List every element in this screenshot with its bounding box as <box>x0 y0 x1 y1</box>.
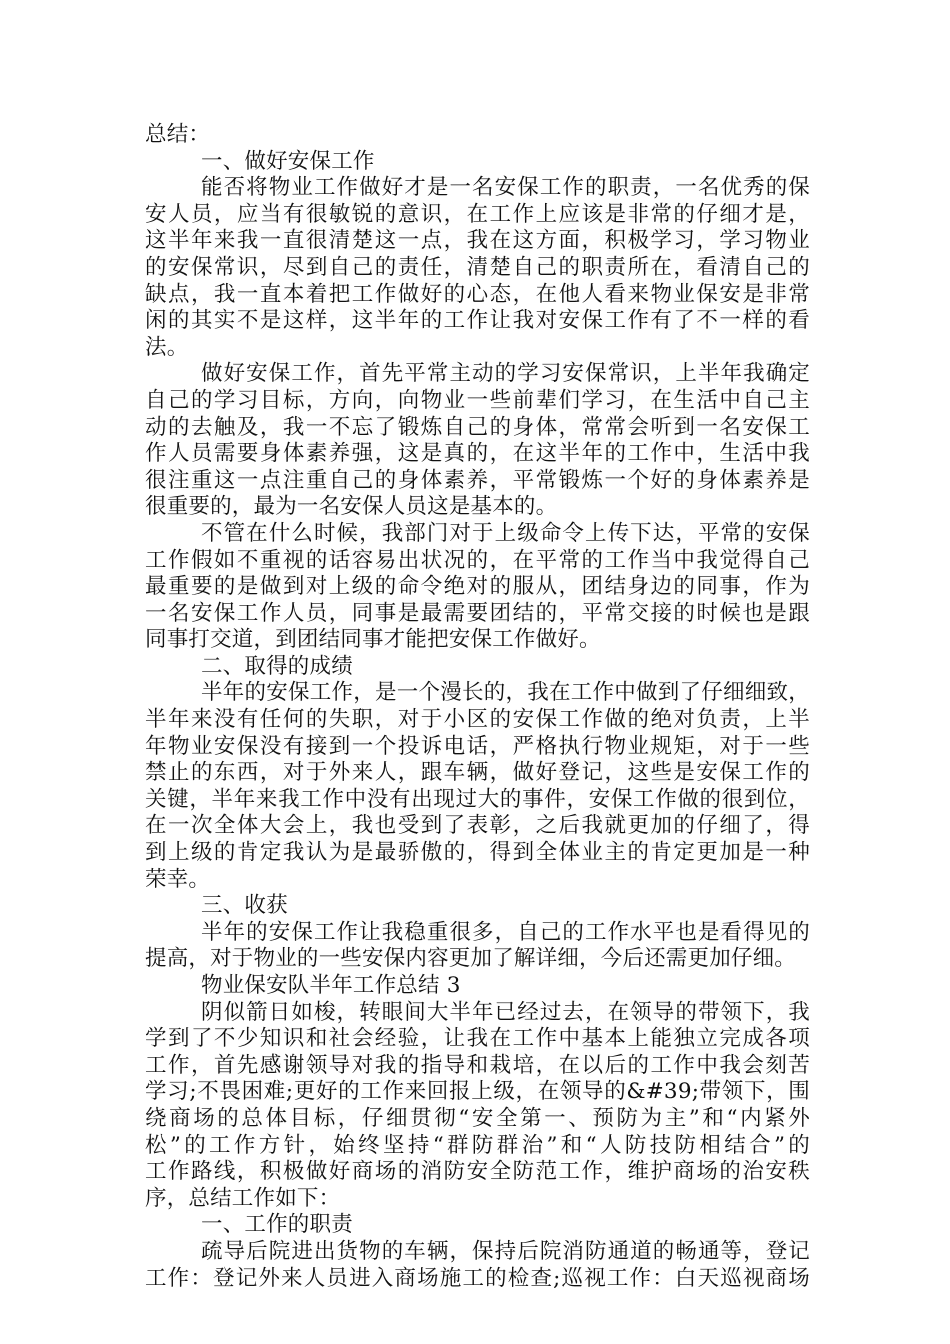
text-line: 禁止的东西，对于外来人，跟车辆，做好登记，这些是安保工作的 <box>145 760 810 786</box>
text-line: 自己的学习目标，方向，向物业一些前辈们学习，在生活中自己主 <box>145 387 810 413</box>
text-line: 荣幸。 <box>145 866 211 892</box>
text-line: 半年的安保工作，是一个漫长的，我在工作中做到了仔细细致， <box>201 680 810 706</box>
text-line: 工作，首先感谢领导对我的指导和栽培，在以后的工作中我会刻苦 <box>145 1052 810 1078</box>
text-line: 三、收获 <box>201 893 288 919</box>
text-line: 很注重这一点注重自己的身体素养，平常锻炼一个好的身体素养是 <box>145 467 810 493</box>
text-line: 缺点，我一直本着把工作做好的心态，在他人看来物业保安是非常 <box>145 281 810 307</box>
text-line: 半年来没有任何的失职，对于小区的安保工作做的绝对负责，上半 <box>145 707 810 733</box>
text-line: 提高，对于物业的一些安保内容更加了解详细，今后还需更加仔细。 <box>145 946 797 972</box>
text-line: 的安保常识，尽到自己的责任，清楚自己的职责所在，看清自己的 <box>145 254 810 280</box>
text-line: 到上级的肯定我认为是最骄傲的，得到全体业主的肯定更加是一种 <box>145 840 810 866</box>
text-line: 一、工作的职责 <box>201 1212 353 1238</box>
text-line: 最重要的是做到对上级的命令绝对的服从，团结身边的同事，作为 <box>145 574 810 600</box>
text-line: 工作路线，积极做好商场的消防安全防范工作，维护商场的治安秩 <box>145 1159 810 1185</box>
text-line: 二、取得的成绩 <box>201 653 353 679</box>
text-line: 一、做好安保工作 <box>201 148 375 174</box>
text-line: 作人员需要身体素养强，这是真的，在这半年的工作中，生活中我 <box>145 441 810 467</box>
text-line: 不管在什么时候，我部门对于上级命令上传下达，平常的安保 <box>201 520 810 546</box>
text-line: 同事打交道，到团结同事才能把安保工作做好。 <box>145 627 601 653</box>
text-line: 半年的安保工作让我稳重很多，自己的工作水平也是看得见的 <box>201 919 810 945</box>
text-line: 做好安保工作，首先平常主动的学习安保常识，上半年我确定 <box>201 361 810 387</box>
text-line: 关键，半年来我工作中没有出现过大的事件，安保工作做的很到位， <box>145 786 810 812</box>
text-line: 学习;不畏困难;更好的工作来回报上级，在领导的&#39;带领下，围 <box>145 1079 810 1105</box>
text-line: 安人员，应当有很敏锐的意识，在工作上应该是非常的仔细才是， <box>145 201 810 227</box>
text-line: 阴似箭日如梭，转眼间大半年已经过去，在领导的带领下，我 <box>201 999 810 1025</box>
text-line: 序，总结工作如下： <box>145 1185 341 1211</box>
document-page <box>145 122 810 1292</box>
text-line: 总结： <box>145 122 211 147</box>
text-line: 能否将物业工作做好才是一名安保工作的职责，一名优秀的保 <box>201 175 810 201</box>
text-line: 闲的其实不是这样，这半年的工作让我对安保工作有了不一样的看 <box>145 308 810 334</box>
text-line: 松”的工作方针，始终坚持“群防群治”和“人防技防相结合”的 <box>145 1132 810 1158</box>
text-line: 工作：登记外来人员进入商场施工的检查;巡视工作：白天巡视商场 <box>145 1265 810 1291</box>
text-line: 学到了不少知识和社会经验，让我在工作中基本上能独立完成各项 <box>145 1026 810 1052</box>
text-line: 年物业安保没有接到一个投诉电话，严格执行物业规矩，对于一些 <box>145 733 810 759</box>
text-line: 动的去触及，我一不忘了锻炼自己的身体，常常会听到一名安保工 <box>145 414 810 440</box>
text-line: 很重要的，最为一名安保人员这是基本的。 <box>145 494 558 520</box>
text-line: 在一次全体大会上，我也受到了表彰，之后我就更加的仔细了，得 <box>145 813 810 839</box>
text-line: 疏导后院进出货物的车辆，保持后院消防通道的畅通等，登记 <box>201 1238 810 1264</box>
text-line: 一名安保工作人员，同事是最需要团结的，平常交接的时候也是跟 <box>145 600 810 626</box>
text-line: 这半年来我一直很清楚这一点，我在这方面，积极学习，学习物业 <box>145 228 810 254</box>
text-line: 物业保安队半年工作总结 3 <box>201 973 461 998</box>
text-line: 绕商场的总体目标，仔细贯彻“安全第一、预防为主”和“内紧外 <box>145 1105 810 1131</box>
text-line: 法。 <box>145 334 189 360</box>
text-line: 工作假如不重视的话容易出状况的，在平常的工作当中我觉得自己 <box>145 547 810 573</box>
